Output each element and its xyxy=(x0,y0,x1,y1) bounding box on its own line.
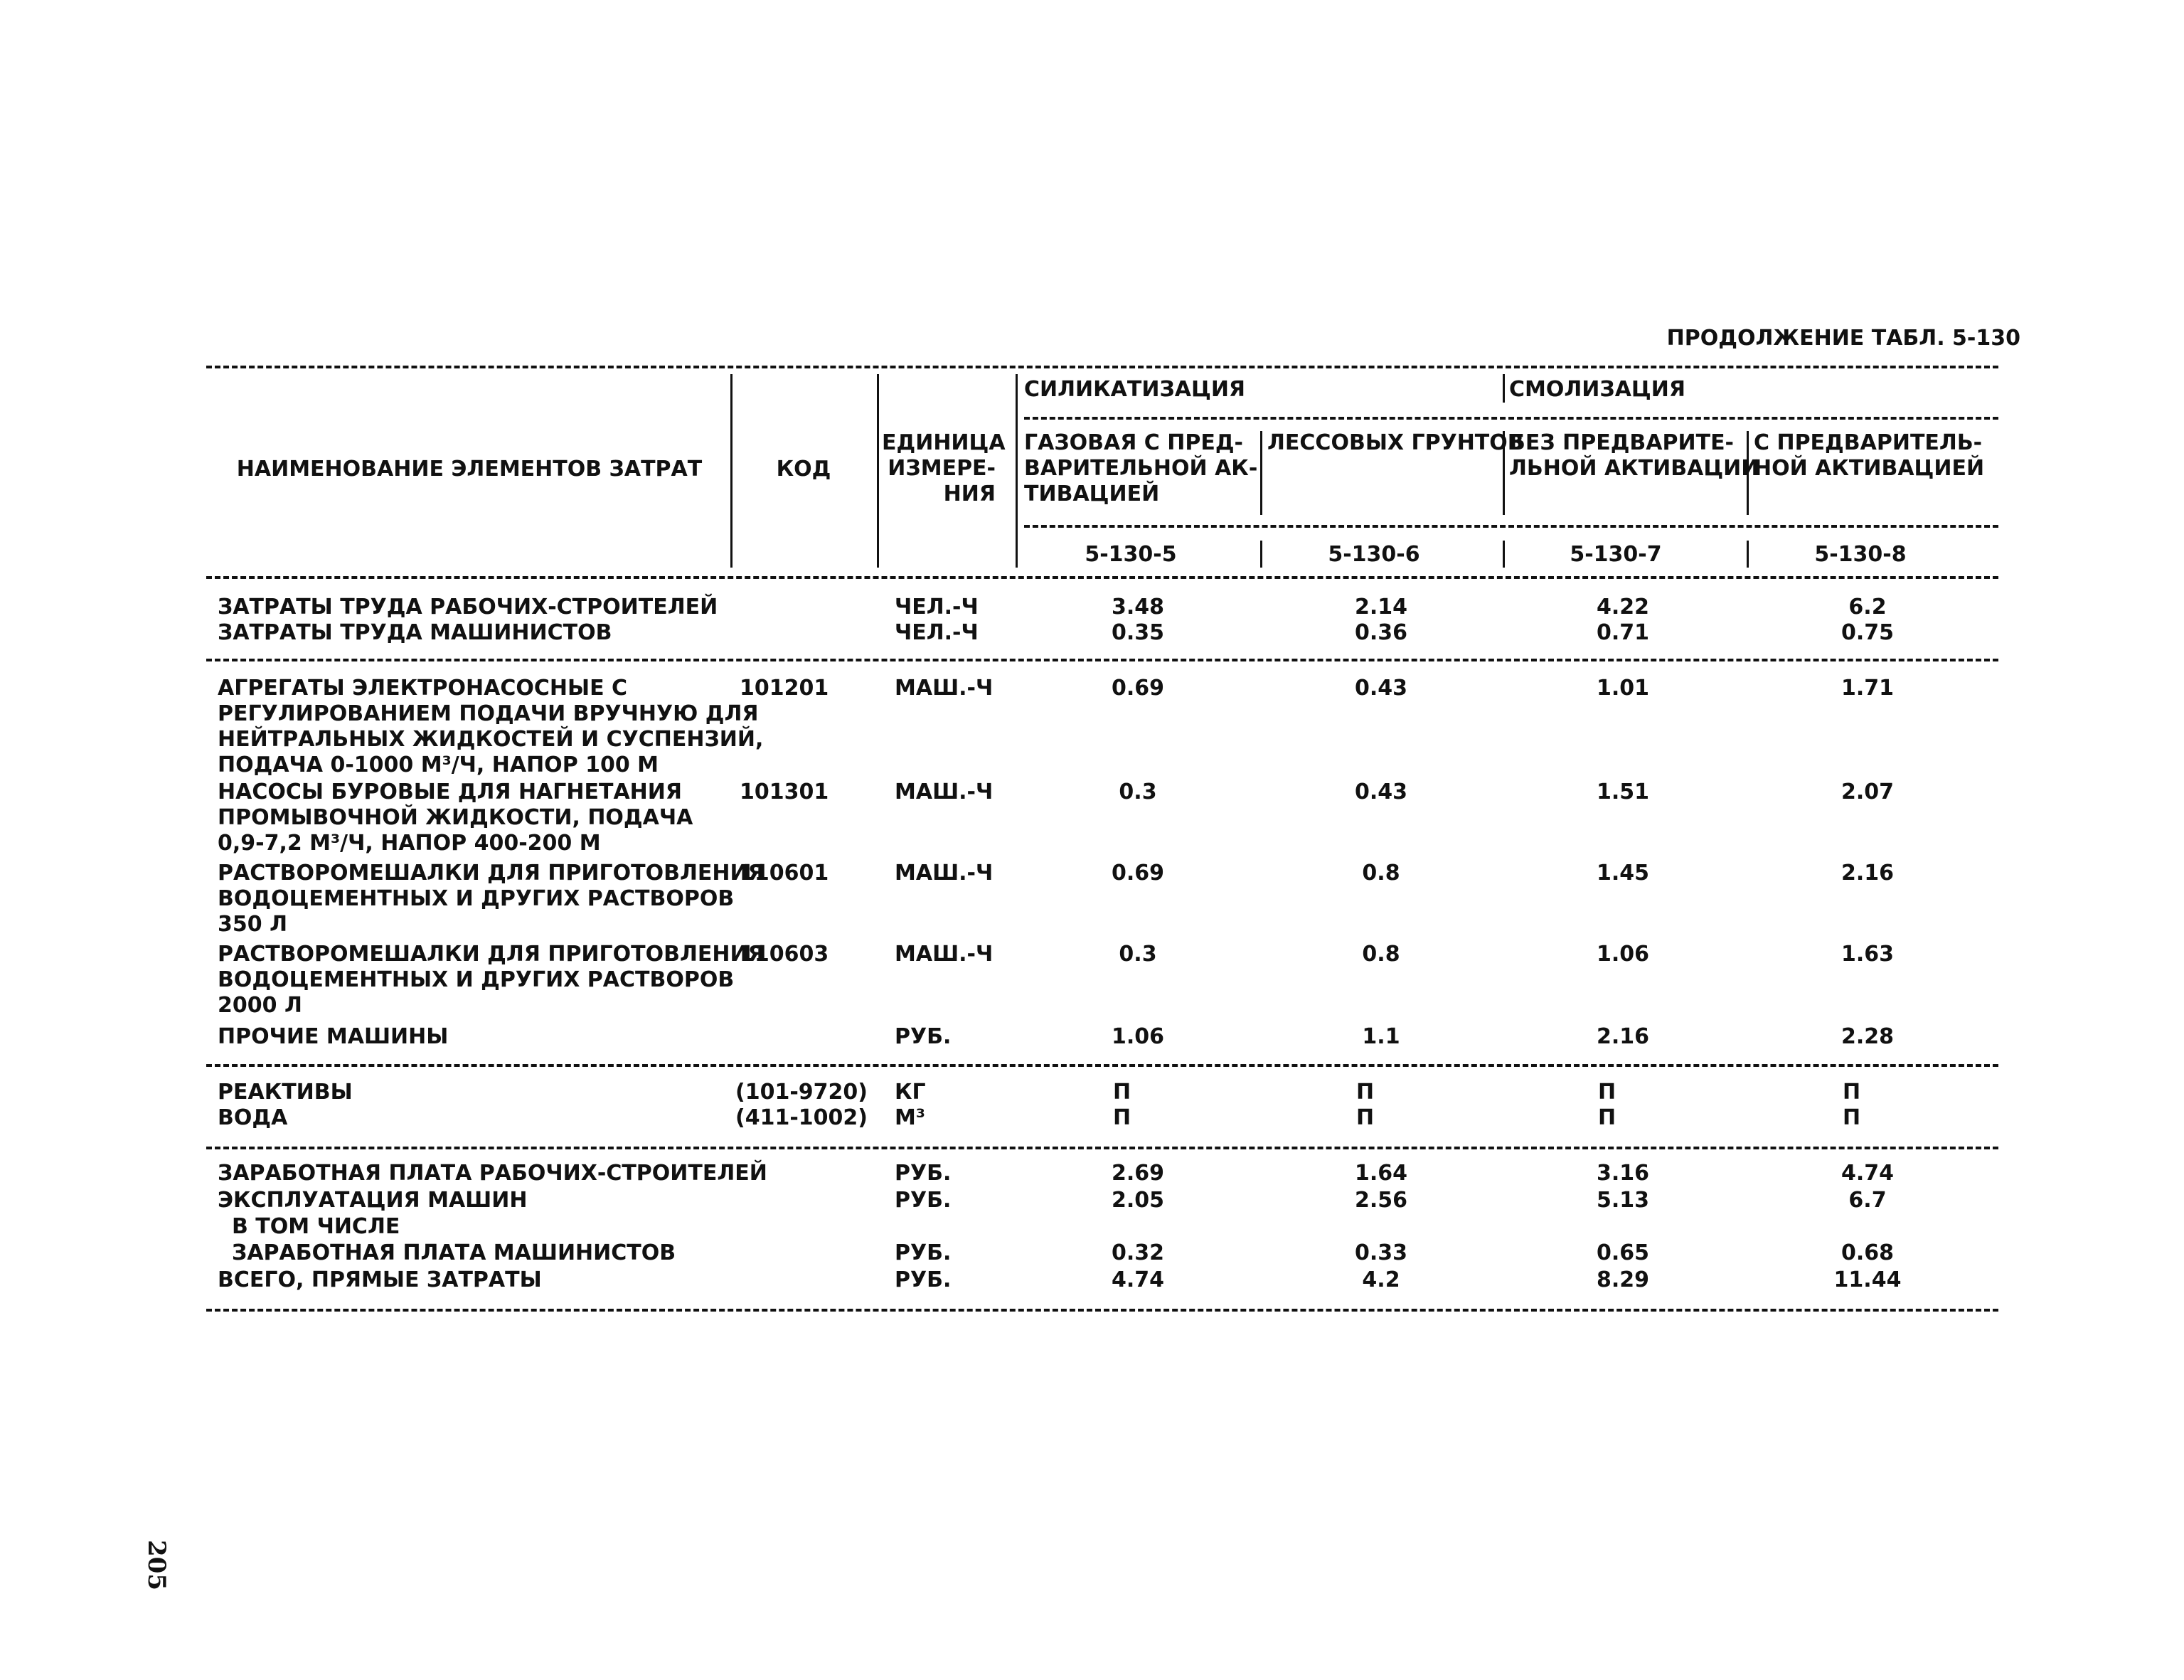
summary-row-value: 2.05 xyxy=(1111,1188,1165,1213)
machine-row-name: НАСОСЫ БУРОВЫЕ ДЛЯ НАГНЕТАНИЯ ПРОМЫВОЧНОЙ ЖИДКОСТИ, ПОДАЧА 0,9-7,2 М³/Ч, НАПОР 400-200 М xyxy=(218,780,693,856)
machine-row-name: ПРОЧИЕ МАШИНЫ xyxy=(218,1024,449,1049)
labor-row-name: ЗАТРАТЫ ТРУДА РАБОЧИХ-СТРОИТЕЛЕЙ xyxy=(218,595,718,620)
summary-row-value: 0.32 xyxy=(1111,1240,1165,1265)
machine-row-value: 1.71 xyxy=(1841,676,1895,701)
machine-row-value: 0.8 xyxy=(1362,861,1400,886)
codes-header-rule xyxy=(1024,525,1998,528)
header-group-silicatization: СИЛИКАТИЗАЦИЯ xyxy=(1024,377,1246,402)
header-bottom-rule xyxy=(206,576,1998,579)
material-row-name: ВОДА xyxy=(218,1105,288,1130)
labor-row-value: 0.75 xyxy=(1841,620,1895,645)
code-divider-3 xyxy=(1747,541,1749,568)
header-code-5-130-8: 5-130-8 xyxy=(1814,542,1907,567)
machine-row-value: 2.28 xyxy=(1841,1024,1895,1049)
header-divider-unit-values xyxy=(1016,374,1018,568)
header-divider-sub12 xyxy=(1260,431,1262,515)
summary-row-name: ЗАРАБОТНАЯ ПЛАТА МАШИНИСТОВ xyxy=(232,1240,676,1265)
summary-row-value: 2.69 xyxy=(1111,1161,1165,1186)
summary-row-value: 4.74 xyxy=(1111,1267,1165,1292)
labor-row-value: 0.36 xyxy=(1354,620,1408,645)
header-code-5-130-6: 5-130-6 xyxy=(1328,542,1420,567)
summary-row-name: ЭКСПЛУАТАЦИЯ МАШИН xyxy=(218,1188,528,1213)
machine-row-code: 110603 xyxy=(740,942,829,967)
summary-row-value: 0.33 xyxy=(1354,1240,1408,1265)
summary-row-value: 11.44 xyxy=(1833,1267,1902,1292)
header-divider-groups xyxy=(1503,374,1505,403)
header-sub-loess: ЛЕССОВЫХ ГРУНТОВ xyxy=(1267,430,1524,455)
summary-row-value: 8.29 xyxy=(1596,1267,1650,1292)
material-row-unit: М³ xyxy=(895,1105,925,1130)
material-row-name: РЕАКТИВЫ xyxy=(218,1080,353,1105)
summary-row-unit: РУБ. xyxy=(895,1161,952,1186)
code-divider-2 xyxy=(1503,541,1505,568)
material-row-value: П xyxy=(1843,1080,1861,1105)
summary-row-unit: РУБ. xyxy=(895,1240,952,1265)
machine-row-value: 0.43 xyxy=(1354,676,1408,701)
summary-row-name: В ТОМ ЧИСЛЕ xyxy=(232,1214,400,1239)
group-header-rule xyxy=(1024,417,1998,420)
labor-row-value: 0.71 xyxy=(1596,620,1650,645)
machine-row-unit: МАШ.-Ч xyxy=(895,780,994,804)
machine-row-value: 2.16 xyxy=(1596,1024,1650,1049)
material-row-value: П xyxy=(1598,1105,1616,1130)
material-row-value: П xyxy=(1598,1080,1616,1105)
header-divider-code-unit xyxy=(877,374,879,568)
header-code-5-130-5: 5-130-5 xyxy=(1085,542,1177,567)
material-row-value: П xyxy=(1843,1105,1861,1130)
machine-row-name: РАСТВОРОМЕШАЛКИ ДЛЯ ПРИГОТОВЛЕНИЯ ВОДОЦЕМЕНТНЫХ И ДРУГИХ РАСТВОРОВ 2000 Л xyxy=(218,942,765,1018)
machine-row-value: 0.69 xyxy=(1111,676,1165,701)
machine-row-value: 0.8 xyxy=(1362,942,1400,967)
table-bottom-rule xyxy=(206,1309,1998,1312)
machine-row-value: 0.69 xyxy=(1111,861,1165,886)
summary-row-value: 0.68 xyxy=(1841,1240,1895,1265)
machine-row-value: 1.06 xyxy=(1596,942,1650,967)
material-row-value: П xyxy=(1356,1105,1375,1130)
summary-row-name: ЗАРАБОТНАЯ ПЛАТА РАБОЧИХ-СТРОИТЕЛЕЙ xyxy=(218,1161,767,1186)
header-sub-gas-preactivated: ГАЗОВАЯ С ПРЕД- ВАРИТЕЛЬНОЙ АК- ТИВАЦИЕЙ xyxy=(1024,430,1258,506)
material-row-value: П xyxy=(1113,1105,1131,1130)
header-group-resinization: СМОЛИЗАЦИЯ xyxy=(1509,377,1685,402)
table-top-rule xyxy=(206,366,1998,368)
machine-section-rule xyxy=(206,1064,1998,1067)
machine-row-value: 1.51 xyxy=(1596,780,1650,804)
continuation-title: ПРОДОЛЖЕНИЕ ТАБЛ. 5-130 xyxy=(1666,326,2020,351)
machine-row-value: 2.16 xyxy=(1841,861,1895,886)
material-row-unit: КГ xyxy=(895,1080,926,1105)
summary-row-value: 3.16 xyxy=(1596,1161,1650,1186)
header-unit-col: ЕДИНИЦА ИЗМЕРЕ- НИЯ xyxy=(882,430,1006,506)
summary-row-unit: РУБ. xyxy=(895,1188,952,1213)
material-row-value: П xyxy=(1356,1080,1375,1105)
labor-row-value: 0.35 xyxy=(1111,620,1165,645)
header-name-col: НАИМЕНОВАНИЕ ЭЛЕМЕНТОВ ЗАТРАТ xyxy=(236,457,703,482)
labor-row-value: 3.48 xyxy=(1111,595,1165,620)
machine-row-unit: РУБ. xyxy=(895,1024,952,1049)
summary-row-value: 1.64 xyxy=(1354,1161,1408,1186)
labor-section-rule xyxy=(206,659,1998,661)
labor-row-value: 4.22 xyxy=(1596,595,1650,620)
summary-row-value: 5.13 xyxy=(1596,1188,1650,1213)
machine-row-code: 101201 xyxy=(740,676,829,701)
machine-row-code: 101301 xyxy=(740,780,829,804)
material-row-code: (101-9720) xyxy=(735,1080,868,1105)
header-divider-name-code xyxy=(730,374,733,568)
summary-row-value: 2.56 xyxy=(1354,1188,1408,1213)
material-row-code: (411-1002) xyxy=(735,1105,868,1130)
header-code-5-130-7: 5-130-7 xyxy=(1570,542,1662,567)
header-code-col: КОД xyxy=(776,457,831,482)
summary-row-value: 0.65 xyxy=(1596,1240,1650,1265)
machine-row-unit: МАШ.-Ч xyxy=(895,942,994,967)
summary-row-value: 4.2 xyxy=(1362,1267,1400,1292)
summary-row-name: ВСЕГО, ПРЯМЫЕ ЗАТРАТЫ xyxy=(218,1267,542,1292)
machine-row-unit: МАШ.-Ч xyxy=(895,861,994,886)
machine-row-value: 1.63 xyxy=(1841,942,1895,967)
machine-row-name: РАСТВОРОМЕШАЛКИ ДЛЯ ПРИГОТОВЛЕНИЯ ВОДОЦЕМЕНТНЫХ И ДРУГИХ РАСТВОРОВ 350 Л xyxy=(218,861,765,937)
summary-row-value: 6.7 xyxy=(1848,1188,1887,1213)
header-sub-no-preactivation: БЕЗ ПРЕДВАРИТЕ- ЛЬНОЙ АКТИВАЦИИ xyxy=(1509,430,1759,481)
labor-row-value: 2.14 xyxy=(1354,595,1408,620)
labor-row-unit: ЧЕЛ.-Ч xyxy=(895,620,979,645)
summary-row-value: 4.74 xyxy=(1841,1161,1895,1186)
machine-row-value: 0.3 xyxy=(1119,942,1157,967)
page-number: 205 xyxy=(142,1540,171,1590)
machine-row-name: АГРЕГАТЫ ЭЛЕКТРОНАСОСНЫЕ С РЕГУЛИРОВАНИЕМ ПОДАЧИ ВРУЧНУЮ ДЛЯ НЕЙТРАЛЬНЫХ ЖИДКОСТЕЙ И СУСПЕНЗИЙ, ПОДАЧА 0-1000 М³/Ч, НАПОР 100 М xyxy=(218,676,764,777)
labor-row-name: ЗАТРАТЫ ТРУДА МАШИНИСТОВ xyxy=(218,620,612,645)
machine-row-value: 1.06 xyxy=(1111,1024,1165,1049)
machine-row-code: 110601 xyxy=(740,861,829,886)
labor-row-unit: ЧЕЛ.-Ч xyxy=(895,595,979,620)
header-sub-with-preactivation: С ПРЕДВАРИТЕЛЬ- НОЙ АКТИВАЦИЕЙ xyxy=(1754,430,1985,481)
machine-row-unit: МАШ.-Ч xyxy=(895,676,994,701)
machine-row-value: 0.43 xyxy=(1354,780,1408,804)
material-row-value: П xyxy=(1113,1080,1131,1105)
machine-row-value: 2.07 xyxy=(1841,780,1895,804)
machine-row-value: 0.3 xyxy=(1119,780,1157,804)
material-section-rule xyxy=(206,1147,1998,1149)
machine-row-value: 1.45 xyxy=(1596,861,1650,886)
summary-row-unit: РУБ. xyxy=(895,1267,952,1292)
labor-row-value: 6.2 xyxy=(1848,595,1887,620)
machine-row-value: 1.01 xyxy=(1596,676,1650,701)
machine-row-value: 1.1 xyxy=(1362,1024,1400,1049)
code-divider-1 xyxy=(1260,541,1262,568)
